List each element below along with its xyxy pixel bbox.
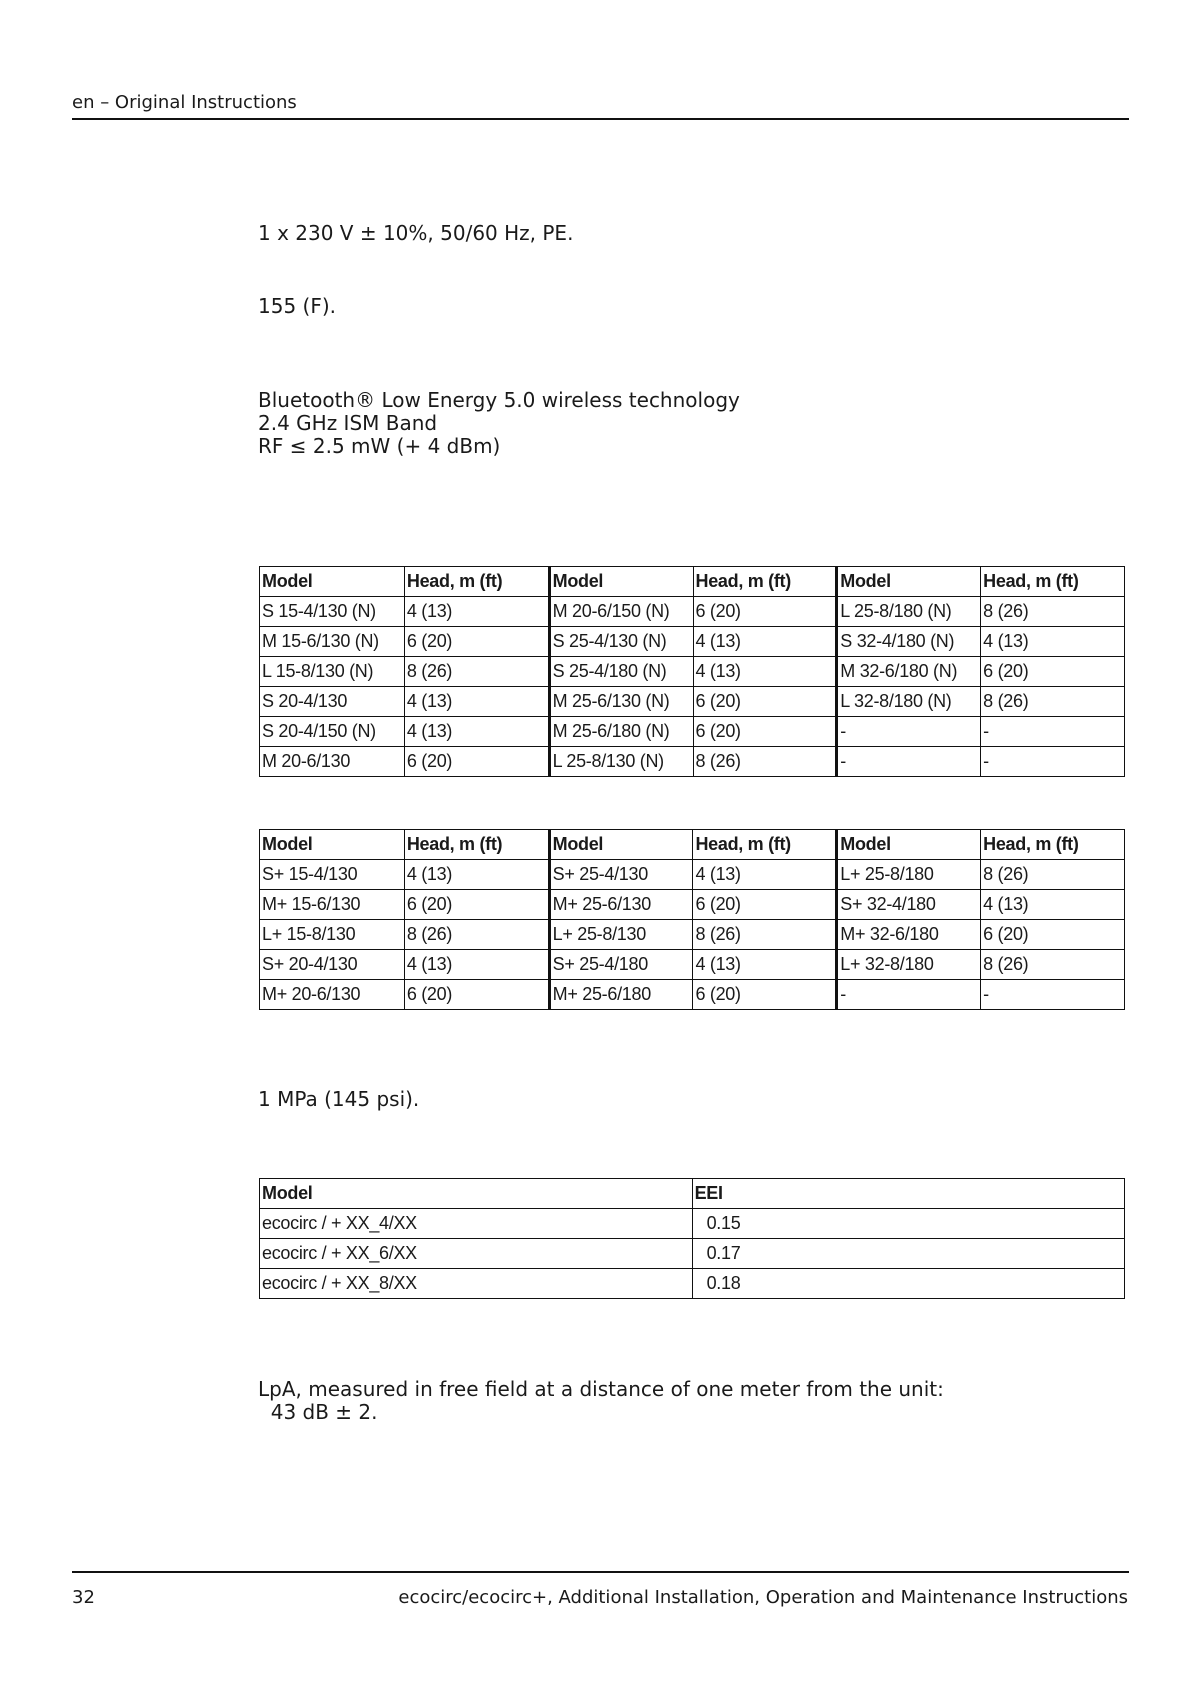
table-cell: L 15-8/130 (N) <box>260 657 405 687</box>
table-header-cell: Model <box>549 567 693 597</box>
noise-spec <box>258 1378 944 1424</box>
table-cell: 4 (13) <box>404 950 549 980</box>
table-row <box>260 890 1125 920</box>
table-cell: M 32-6/180 (N) <box>837 657 981 687</box>
table-cell: M+ 25-6/130 <box>549 890 693 920</box>
voltage-spec: 1 x 230 V ± 10%, 50/60 Hz, PE. <box>258 221 574 245</box>
table-row <box>260 657 1125 687</box>
table-cell: L+ 25-8/130 <box>549 920 693 950</box>
table-cell: - <box>981 980 1125 1010</box>
table-cell: - <box>837 747 981 777</box>
table-cell: 8 (26) <box>693 747 837 777</box>
table-header-cell: Head, m (ft) <box>404 830 549 860</box>
head-table-plus <box>259 829 1125 1010</box>
table-cell: M+ 25-6/180 <box>549 980 693 1010</box>
table-cell: 6 (20) <box>404 627 549 657</box>
table-row <box>260 920 1125 950</box>
table-cell: 4 (13) <box>693 950 837 980</box>
wireless-line: 2.4 GHz ISM Band <box>258 411 438 435</box>
table-cell: 4 (13) <box>404 597 549 627</box>
table-cell: ecocirc / + XX_6/XX <box>260 1239 693 1269</box>
table-row <box>260 687 1125 717</box>
eei-table <box>259 1178 1125 1299</box>
table-cell: S 25-4/180 (N) <box>549 657 693 687</box>
table-cell: S+ 15-4/130 <box>260 860 405 890</box>
table-cell: 6 (20) <box>693 890 837 920</box>
noise-line: 43 dB ± 2. <box>258 1400 378 1424</box>
page-number: 32 <box>72 1587 95 1608</box>
table-header-cell: Model <box>260 830 405 860</box>
table-cell: 8 (26) <box>981 950 1125 980</box>
table-header-cell: Model <box>549 830 693 860</box>
table-cell: 8 (26) <box>404 920 549 950</box>
table-header-cell: Model <box>260 567 405 597</box>
table-row <box>260 860 1125 890</box>
table-cell: S 20-4/130 <box>260 687 405 717</box>
table-cell: M+ 20-6/130 <box>260 980 405 1010</box>
table-cell: S+ 25-4/130 <box>549 860 693 890</box>
table-header-cell: Head, m (ft) <box>693 567 837 597</box>
table-cell: 6 (20) <box>693 717 837 747</box>
table-cell: ecocirc / + XX_4/XX <box>260 1209 693 1239</box>
table-cell: 6 (20) <box>693 597 837 627</box>
table-cell: 4 (13) <box>981 627 1125 657</box>
table-cell: L+ 32-8/180 <box>837 950 981 980</box>
wireless-line: RF ≤ 2.5 mW (+ 4 dBm) <box>258 434 501 458</box>
footer-rule <box>72 1571 1129 1573</box>
header-title: en – Original Instructions <box>72 92 297 113</box>
table-cell: 0.15 <box>692 1209 1124 1239</box>
table-cell: 8 (26) <box>981 597 1125 627</box>
table-cell: 6 (20) <box>404 890 549 920</box>
table-cell: M 20-6/130 <box>260 747 405 777</box>
table-cell: M+ 15-6/130 <box>260 890 405 920</box>
table-cell: 6 (20) <box>693 980 837 1010</box>
table-header-cell: Model <box>837 567 981 597</box>
table-cell: 4 (13) <box>404 687 549 717</box>
table-cell: 8 (26) <box>981 860 1125 890</box>
table-row <box>260 747 1125 777</box>
table-cell: ecocirc / + XX_8/XX <box>260 1269 693 1299</box>
insulation-class: 155 (F). <box>258 294 336 318</box>
table-cell: 6 (20) <box>693 687 837 717</box>
table-cell: 6 (20) <box>404 747 549 777</box>
table-header-cell: Head, m (ft) <box>981 830 1125 860</box>
table-cell: 4 (13) <box>404 860 549 890</box>
noise-line: LpA, measured in free field at a distance of one meter from the unit: <box>258 1377 944 1401</box>
table-cell: L+ 25-8/180 <box>837 860 981 890</box>
table-row <box>260 1209 1125 1239</box>
table-cell: 4 (13) <box>693 627 837 657</box>
table-cell: - <box>981 747 1125 777</box>
table-cell: S+ 20-4/130 <box>260 950 405 980</box>
table-cell: 4 (13) <box>693 657 837 687</box>
table-cell: - <box>837 980 981 1010</box>
wireless-spec <box>258 389 740 458</box>
table-cell: 0.17 <box>692 1239 1124 1269</box>
table-row <box>260 627 1125 657</box>
table-cell: 6 (20) <box>981 657 1125 687</box>
table-header-cell: Head, m (ft) <box>693 830 837 860</box>
table-cell: S 32-4/180 (N) <box>837 627 981 657</box>
head-table-standard <box>259 566 1125 777</box>
footer-doc-title: ecocirc/ecocirc+, Additional Installation, Operation and Maintenance Instructions <box>398 1587 1128 1608</box>
table-cell: 8 (26) <box>693 920 837 950</box>
table-cell: - <box>981 717 1125 747</box>
table-cell: M 15-6/130 (N) <box>260 627 405 657</box>
table-cell: - <box>837 717 981 747</box>
table-header-cell: Model <box>260 1179 693 1209</box>
table-cell: 6 (20) <box>404 980 549 1010</box>
table-row <box>260 1239 1125 1269</box>
table-cell: L 25-8/180 (N) <box>837 597 981 627</box>
table-cell: M 25-6/130 (N) <box>549 687 693 717</box>
table-header-cell: Head, m (ft) <box>981 567 1125 597</box>
table-cell: M+ 32-6/180 <box>837 920 981 950</box>
table-cell: 4 (13) <box>693 860 837 890</box>
table-cell: 0.18 <box>692 1269 1124 1299</box>
table-cell: 4 (13) <box>981 890 1125 920</box>
table-cell: L 32-8/180 (N) <box>837 687 981 717</box>
table-cell: S+ 32-4/180 <box>837 890 981 920</box>
table-header-row <box>260 830 1125 860</box>
table-cell: 6 (20) <box>981 920 1125 950</box>
table-row <box>260 717 1125 747</box>
table-cell: 8 (26) <box>404 657 549 687</box>
table-row <box>260 950 1125 980</box>
table-header-cell: EEI <box>692 1179 1124 1209</box>
table-header-row <box>260 1179 1125 1209</box>
table-cell: 4 (13) <box>404 717 549 747</box>
max-pressure: 1 MPa (145 psi). <box>258 1087 420 1111</box>
table-row <box>260 1269 1125 1299</box>
table-header-cell: Head, m (ft) <box>404 567 549 597</box>
table-cell: L+ 15-8/130 <box>260 920 405 950</box>
table-cell: L 25-8/130 (N) <box>549 747 693 777</box>
table-cell: S 25-4/130 (N) <box>549 627 693 657</box>
table-cell: M 25-6/180 (N) <box>549 717 693 747</box>
table-cell: 8 (26) <box>981 687 1125 717</box>
header-rule <box>72 118 1129 120</box>
table-cell: M 20-6/150 (N) <box>549 597 693 627</box>
wireless-line: Bluetooth® Low Energy 5.0 wireless technology <box>258 388 740 412</box>
table-header-row <box>260 567 1125 597</box>
table-row <box>260 597 1125 627</box>
table-cell: S 15-4/130 (N) <box>260 597 405 627</box>
table-row <box>260 980 1125 1010</box>
table-cell: S+ 25-4/180 <box>549 950 693 980</box>
table-header-cell: Model <box>837 830 981 860</box>
table-cell: S 20-4/150 (N) <box>260 717 405 747</box>
